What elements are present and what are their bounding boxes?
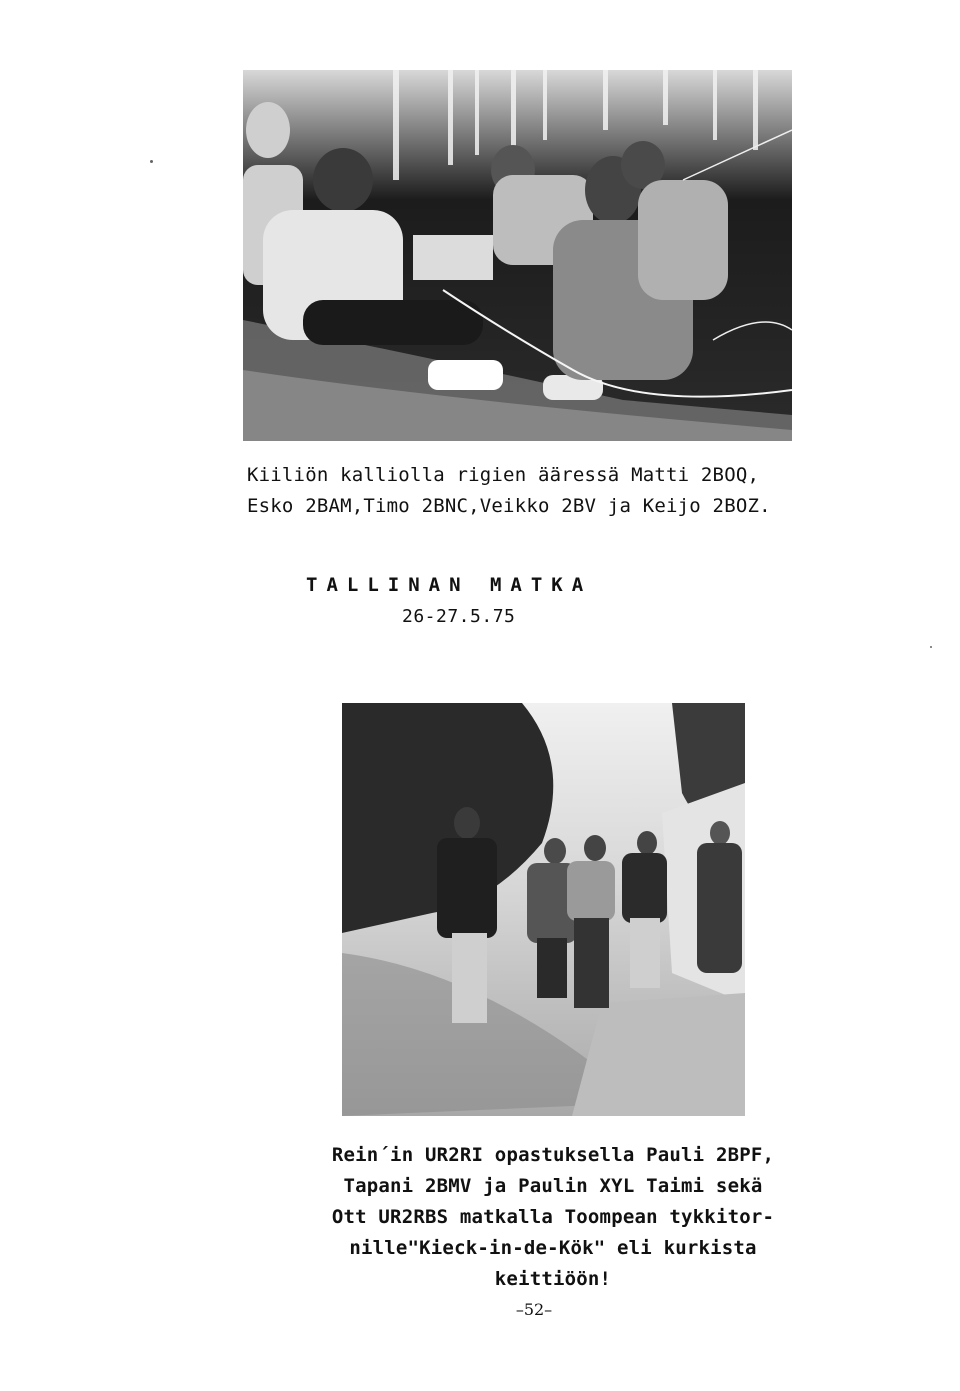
caption-line: Ott UR2RBS matkalla Toompean tykkitor- <box>331 1206 775 1228</box>
caption-line: Esko 2BAM,Timo 2BNC,Veikko 2BV ja Keijo 2BOZ. <box>247 495 771 517</box>
section-heading: TALLINAN MATKA <box>306 574 593 596</box>
caption-line: Tapani 2BMV ja Paulin XYL Taimi sekä <box>343 1175 763 1197</box>
scan-speck <box>930 646 932 648</box>
photo-radio-amateurs-on-rock <box>243 70 792 441</box>
caption-line: keittiöön! <box>494 1268 612 1290</box>
page-number: –52– <box>515 1300 553 1319</box>
scan-speck <box>150 160 153 163</box>
photo-group-walking-street <box>342 703 745 1116</box>
caption-line: nille"Kieck-in-de-Kök" eli kurkista <box>349 1237 757 1259</box>
photo-top-caption <box>247 460 807 522</box>
caption-line: Rein´in UR2RI opastuksella Pauli 2BPF, <box>331 1144 775 1166</box>
caption-line: Kiiliön kalliolla rigien ääressä Matti 2BOQ, <box>247 464 760 486</box>
trip-date: 26-27.5.75 <box>402 606 516 627</box>
photo-bottom-caption <box>318 1140 788 1295</box>
